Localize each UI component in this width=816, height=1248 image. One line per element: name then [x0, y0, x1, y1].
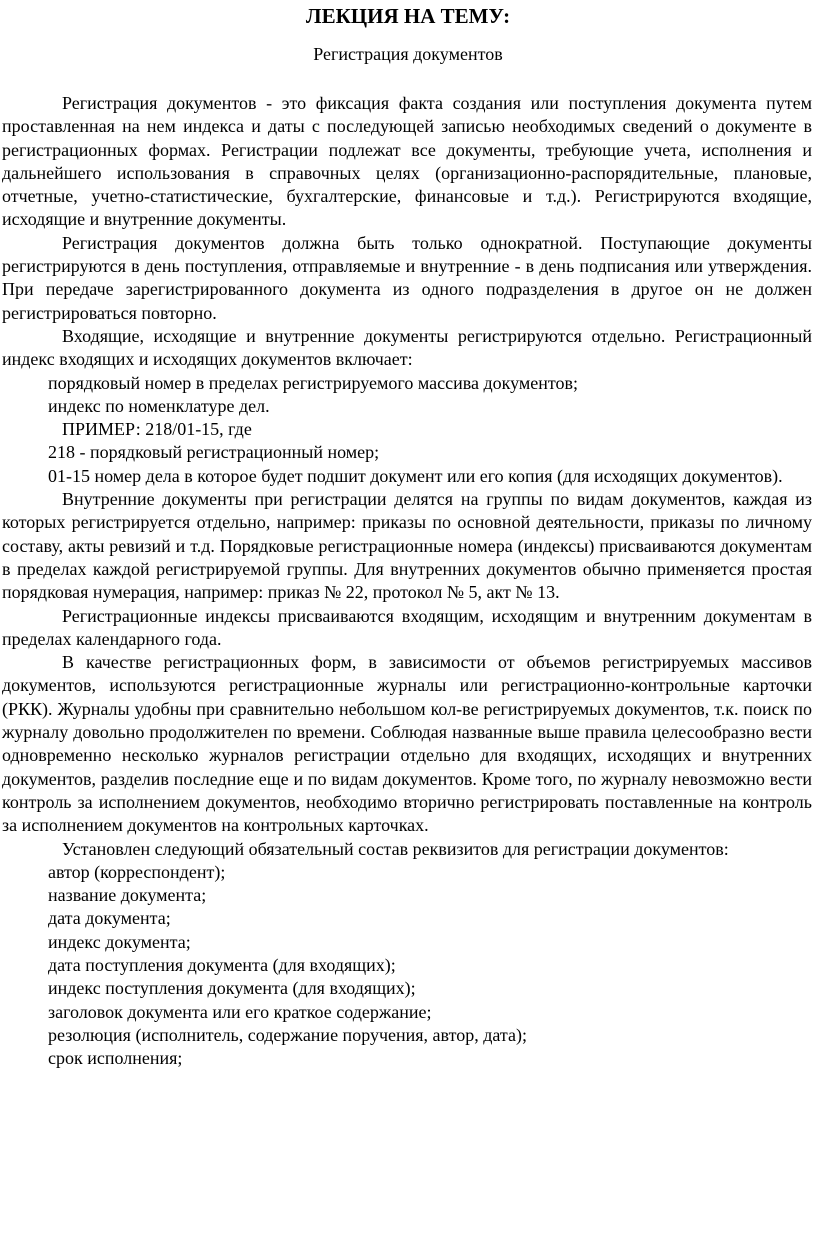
requisite-item: автор (корреспондент); — [48, 861, 226, 882]
paragraph-single-registration: Регистрация документов должна быть только однократной. Поступающие документы регистрируются в день поступления, отправляемые и внутренние - в день подписания или утверждения. При передаче зарегистрированного документа из одного подразделения в другое он не должен регистрироваться повторно. — [2, 232, 812, 323]
paragraph-definition: Регистрация документов - это фиксация факта создания или поступления документа путем проставленная на нем индекса и даты с последующей записью необходимых сведений о документе в регистрационных формах. Регистрации подлежат все документы, требующие учета, исполнения и дальнейшего использования в справочных целях (организационно-распорядительные, плановые, отчетные, учетно-статистические, бухгалтерские, финансовые и т.д.). Регистрируются входящие, исходящие и внутренние документы. — [2, 93, 812, 230]
requisite-item: индекс документа; — [48, 931, 191, 952]
example-item-case: 01-15 номер дела в которое будет подшит документ или его копия (для исходящих документов). — [48, 465, 783, 486]
requisite-item: дата документа; — [48, 908, 171, 929]
requisite-item: резолюция (исполнитель, содержание поручения, автор, дата); — [48, 1024, 527, 1045]
page-subtitle: Регистрация документов — [313, 44, 503, 64]
requisite-item: заголовок документа или его краткое содержание; — [48, 1001, 432, 1022]
requisite-item: название документа; — [48, 885, 207, 906]
paragraph-calendar-year: Регистрационные индексы присваиваются входящим, исходящим и внутренним документам в пределах календарного года. — [2, 605, 812, 649]
paragraph-internal-documents: Внутренние документы при регистрации делятся на группы по видам документов, каждая из которых регистрируется отдельно, например: приказы по основной деятельности, приказы по личному составу, акты ревизий и т.д. Порядковые регистрационные номера (индексы) присваиваются документам в пределах каждой регистрируемой группы. Для внутренних документов обычно применяется простая порядковая нумерация, например: приказ № 22, протокол № 5, акт № 13. — [2, 489, 812, 603]
requisite-item: дата поступления документа (для входящих); — [48, 954, 396, 975]
index-item-number: порядковый номер в пределах регистрируемого массива документов; — [48, 372, 579, 393]
document-body — [2, 92, 812, 1070]
example-item-number: 218 - порядковый регистрационный номер; — [48, 442, 380, 463]
page-title: ЛЕКЦИЯ НА ТЕМУ: — [305, 4, 511, 28]
paragraph-requisites-intro: Установлен следующий обязательный состав реквизитов для регистрации документов: — [62, 838, 729, 859]
requisite-item: срок исполнения; — [48, 1048, 183, 1069]
paragraph-registration-forms: В качестве регистрационных форм, в зависимости от объемов регистрируемых массивов документов, используются регистрационные журналы или регистрационно-контрольные карточки (РКК). Журналы удобны при сравнительно небольшом кол-ве регистрируемых документов, т.к. поиск по журналу довольно продолжителен по времени. Соблюдая названные выше правила целесообразно вести одновременно несколько журналов регистрации отдельно для входящих, исходящих и внутренних документов, разделив последние еще и по видам документов. Кроме того, по журналу невозможно вести контроль за исполнением документов, необходимо вторично регистрировать поставленные на контроль за исполнением документов на контрольных карточках. — [2, 652, 812, 836]
paragraph-index-composition: Входящие, исходящие и внутренние документы регистрируются отдельно. Регистрационный индекс входящих и исходящих документов включает: — [2, 325, 812, 370]
example-heading: ПРИМЕР: 218/01-15, где — [62, 419, 252, 440]
requisite-item: индекс поступления документа (для входящих); — [48, 978, 416, 999]
index-item-nomenclature: индекс по номенклатуре дел. — [48, 395, 270, 416]
